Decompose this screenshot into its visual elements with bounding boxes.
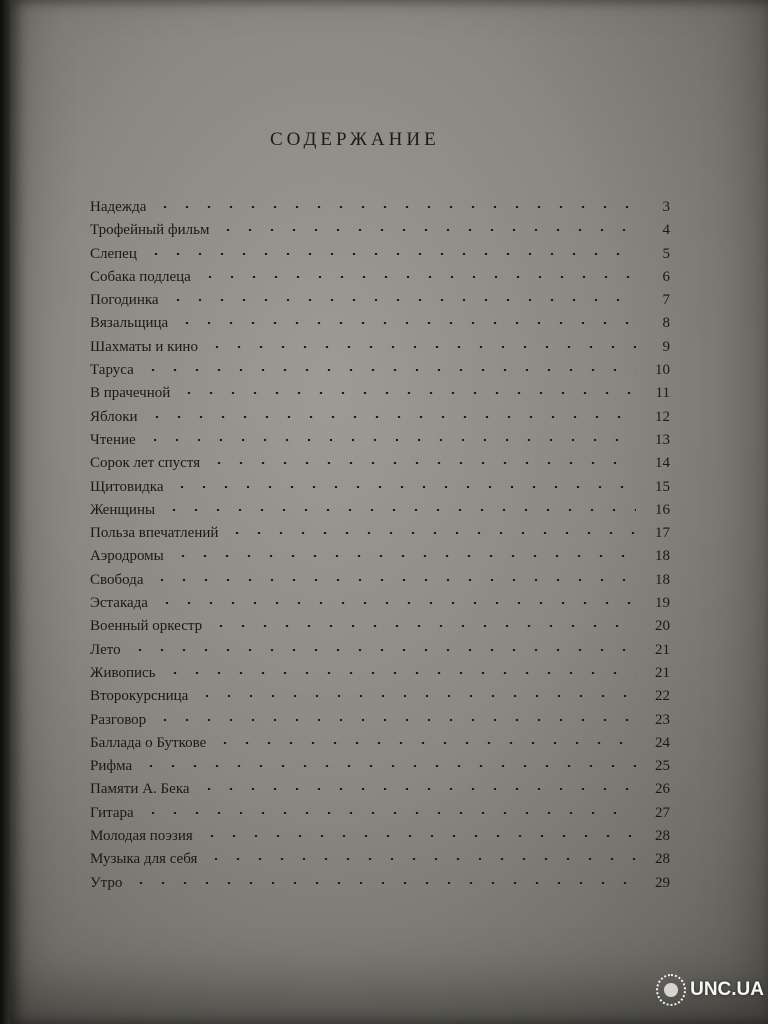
toc-entry-page-number: 22	[655, 688, 670, 705]
toc-entry	[90, 479, 670, 502]
dot-leader	[226, 532, 636, 534]
toc-entry	[90, 409, 670, 432]
toc-entry	[90, 618, 670, 641]
toc-entry-page-number: 14	[655, 455, 670, 472]
toc-entry-title: В прачечной	[90, 385, 171, 402]
book-page	[10, 0, 768, 1024]
toc-entry-page-number: 26	[655, 781, 670, 798]
toc-entry-title: Аэродромы	[90, 548, 164, 565]
dot-leader	[145, 253, 636, 255]
toc-entry-title: Слепец	[90, 245, 137, 262]
dot-leader	[154, 719, 636, 721]
toc-entry-title: Рифма	[90, 758, 133, 775]
toc-entry-title: Чтение	[90, 431, 136, 448]
toc-entry	[90, 735, 670, 758]
dot-leader	[151, 579, 636, 581]
dot-leader	[144, 439, 636, 441]
toc-entry-page-number: 28	[655, 828, 670, 845]
toc-entry-title: Яблоки	[90, 408, 138, 425]
toc-entry-page-number: 17	[655, 525, 670, 542]
toc-entry-page-number: 11	[655, 385, 670, 402]
toc-entry-page-number: 10	[655, 362, 670, 379]
dot-leader	[167, 299, 636, 301]
dot-leader	[142, 369, 636, 371]
toc-entry-page-number: 21	[655, 664, 670, 681]
toc-entry	[90, 851, 670, 874]
toc-entry-title: Польза впечатлений	[90, 525, 219, 542]
toc-entry	[90, 246, 670, 269]
toc-entry-title: Вязальщица	[90, 315, 169, 332]
toc-entry-title: Трофейный фильм	[90, 222, 210, 239]
toc-entry	[90, 455, 670, 478]
dot-leader	[176, 322, 636, 324]
dot-leader	[163, 509, 636, 511]
toc-entry-title: Надежда	[90, 199, 147, 215]
dot-leader	[217, 229, 636, 231]
toc-entry-title: Военный оркестр	[90, 618, 203, 635]
toc-entry	[90, 712, 670, 735]
toc-entry	[90, 269, 670, 292]
toc-entry-title: Баллада о Буткове	[90, 734, 207, 751]
dot-leader	[140, 765, 636, 767]
toc-entry-page-number: 29	[655, 874, 670, 891]
toc-entry	[90, 688, 670, 711]
toc-entry	[90, 642, 670, 665]
toc-entry-page-number: 5	[662, 245, 670, 262]
toc-entry-title: Женщины	[90, 501, 156, 518]
toc-entry-page-number: 3	[662, 199, 670, 215]
toc-entry-page-number: 8	[662, 315, 670, 332]
toc-entry	[90, 758, 670, 781]
toc-entry-page-number: 16	[655, 501, 670, 518]
dot-leader	[142, 812, 636, 814]
dot-leader	[214, 742, 636, 744]
toc-entry-title: Щитовидка	[90, 478, 164, 495]
toc-entry	[90, 432, 670, 455]
dot-leader	[129, 649, 636, 651]
dot-leader	[146, 416, 636, 418]
toc-entry-page-number: 23	[655, 711, 670, 728]
watermark-text: UNC.UA	[690, 979, 764, 1000]
toc-entry-title: Сорок лет спустя	[90, 455, 201, 472]
watermark	[656, 970, 764, 1010]
dot-leader	[205, 858, 636, 860]
toc-entry-title: Живопись	[90, 664, 156, 681]
toc-entry-title: Погодинка	[90, 292, 159, 309]
toc-entry-title: Гитара	[90, 804, 134, 821]
toc-entry-title: Музыка для себя	[90, 851, 198, 868]
toc-entry-page-number: 20	[655, 618, 670, 635]
dot-leader	[156, 602, 636, 604]
toc-entry-page-number: 6	[662, 268, 670, 285]
toc-entry-page-number: 27	[655, 804, 670, 821]
toc-entry	[90, 362, 670, 385]
toc-entry-page-number: 13	[655, 431, 670, 448]
toc-entry-title: Второкурсница	[90, 688, 189, 705]
toc-entry-page-number: 9	[662, 338, 670, 355]
toc-entry	[90, 828, 670, 851]
dot-leader	[178, 392, 636, 394]
toc-entry-title: Утро	[90, 874, 123, 891]
toc-entry-page-number: 4	[662, 222, 670, 239]
dot-leader	[201, 835, 636, 837]
toc-entry-page-number: 18	[655, 571, 670, 588]
toc-entry	[90, 199, 670, 222]
dot-leader	[199, 276, 636, 278]
dot-leader	[210, 625, 636, 627]
toc-entry-page-number: 25	[655, 758, 670, 775]
toc-entry	[90, 222, 670, 245]
dot-leader	[198, 788, 636, 790]
dot-leader	[130, 882, 636, 884]
toc-entry	[90, 502, 670, 525]
dot-leader	[196, 695, 636, 697]
toc-entry-title: Памяти А. Бека	[90, 781, 190, 798]
toc-entry-title: Лето	[90, 641, 121, 658]
toc-entry	[90, 548, 670, 571]
toc-entry-page-number: 15	[655, 478, 670, 495]
toc-entry-title: Шахматы и кино	[90, 338, 198, 355]
toc-entry	[90, 781, 670, 804]
toc-entry	[90, 339, 670, 362]
toc-entry	[90, 572, 670, 595]
toc-entry-title: Собака подлеца	[90, 268, 191, 285]
toc-entry-page-number: 7	[662, 292, 670, 309]
toc-entry-page-number: 12	[655, 408, 670, 425]
toc-entry-title: Разговор	[90, 711, 147, 728]
dot-leader	[171, 486, 636, 488]
toc-entry	[90, 385, 670, 408]
toc-entry-page-number: 24	[655, 734, 670, 751]
toc-entry	[90, 292, 670, 315]
toc-entry-page-number: 19	[655, 595, 670, 612]
toc-entry	[90, 875, 670, 898]
toc-entry-title: Таруса	[90, 362, 134, 379]
toc-entry-page-number: 21	[655, 641, 670, 658]
toc-entry-title: Молодая поэзия	[90, 828, 193, 845]
dot-leader	[154, 206, 636, 208]
toc-entry-page-number: 28	[655, 851, 670, 868]
toc-entry-title: Эстакада	[90, 595, 148, 612]
table-of-contents	[90, 199, 670, 898]
sun-logo-icon	[656, 974, 686, 1006]
toc-entry	[90, 805, 670, 828]
toc-entry	[90, 525, 670, 548]
toc-entry	[90, 595, 670, 618]
toc-entry-title: Свобода	[90, 571, 144, 588]
dot-leader	[206, 346, 636, 348]
toc-entry-page-number: 18	[655, 548, 670, 565]
dot-leader	[164, 672, 636, 674]
page-title: СОДЕРЖАНИЕ	[270, 129, 440, 150]
toc-entry	[90, 315, 670, 338]
dot-leader	[172, 555, 636, 557]
toc-entry	[90, 665, 670, 688]
dot-leader	[208, 462, 636, 464]
